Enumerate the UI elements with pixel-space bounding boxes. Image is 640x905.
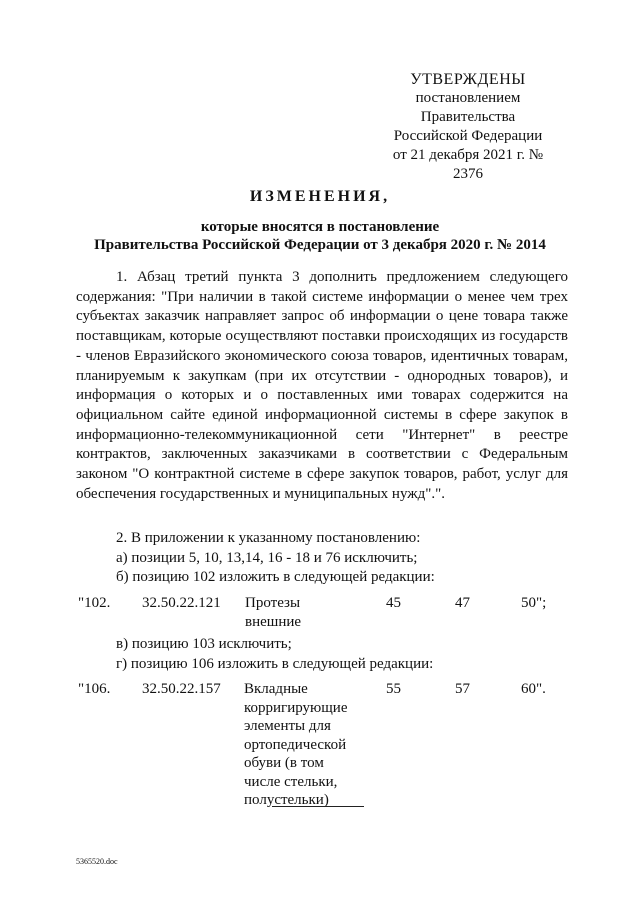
row-106-code: 32.50.22.157 [142, 681, 221, 697]
approval-line-2: Российской Федерации [393, 128, 543, 144]
approval-stamp [378, 70, 558, 184]
row-102-value-3: 50"; [521, 595, 547, 611]
document-title: ИЗМЕНЕНИЯ, [249, 188, 391, 205]
row-106-number: "106. [78, 681, 111, 697]
row-106-value-1: 55 [386, 681, 401, 697]
row-102-value-1: 45 [386, 595, 401, 611]
row-102-value-2: 47 [455, 595, 470, 611]
closing-rule [272, 806, 364, 807]
row-106-value-2: 57 [455, 681, 470, 697]
row-106-value-3: 60". [521, 681, 546, 697]
subitem-b: б) позицию 102 изложить в следующей редакции: [116, 569, 435, 585]
row-102-name: Протезы внешние [245, 595, 302, 630]
item-2-text: 2. В приложении к указанному постановлению: [116, 530, 421, 546]
subitem-g: г) позицию 106 изложить в следующей редакции: [116, 656, 434, 672]
document-subtitle-2: Правительства Российской Федерации от 3 декабря 2020 г. № 2014 [94, 237, 546, 253]
approval-line-3: от 21 декабря 2021 г. № 2376 [392, 147, 544, 182]
row-102-number: "102. [78, 595, 111, 611]
document-subtitle-1: которые вносятся в постановление [200, 219, 440, 235]
file-reference: 5365520.doc [76, 857, 118, 866]
approval-line-1: постановлением Правительства [415, 90, 521, 125]
approval-title: УТВЕРЖДЕНЫ [410, 71, 526, 88]
row-106-name: Вкладные корригирующие элементы для ортопедической обуви (в том числе стельки, полустельки) [244, 681, 348, 808]
row-102-code: 32.50.22.121 [142, 595, 221, 611]
subitem-v: в) позицию 103 исключить; [116, 636, 292, 652]
subitem-a: а) позиции 5, 10, 13,14, 16 - 18 и 76 исключить; [116, 550, 418, 566]
item-1-paragraph: 1. Абзац третий пункта 3 дополнить предложением следующего содержания: "При наличии в такой системе информации о менее чем трех субъектах заказчик направляет запрос об информации о цене товара также поставщикам, которые осуществляют поставки происходящих из государств - членов Евразийского экономического союза товаров, идентичных товарам, планируемым к закупкам (при их отсутствии - однородных товаров), и информация о которых и о поставленных ими товарах содержится на официальном сайте единой информационной системы в сфере закупок в информационно-телекоммуникационной сети "Интернет" в реестре контрактов, заключенных заказчиками в соответствии с Федеральным законом "О контрактной системе в сфере закупок товаров, работ, услуг для обеспечения государственных и муниципальных нужд".". [76, 269, 568, 502]
